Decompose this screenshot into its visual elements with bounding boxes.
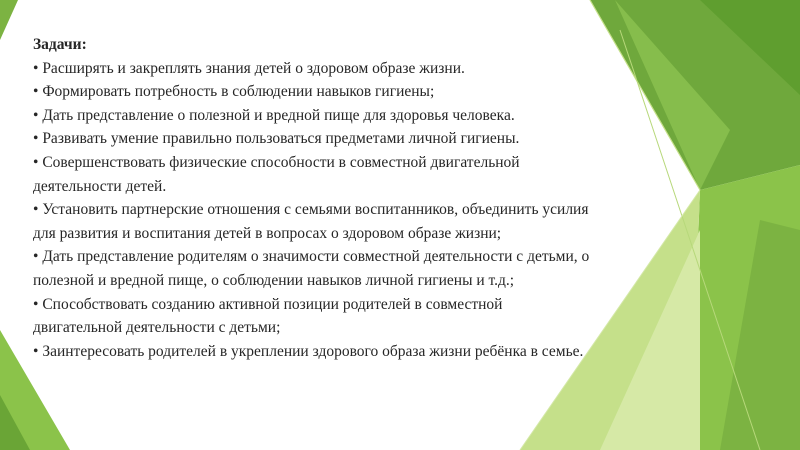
task-text: Дать представление родителям о значимости совместной деятельности с детьми, о полезной и вредной пище, о соблюдении навыков личной гигиены и т.д.; (33, 248, 590, 289)
task-text: Дать представление о полезной и вредной пище для здоровья человека. (42, 106, 515, 124)
task-text: Совершенствовать физические способности в совместной двигательной деятельности детей. (33, 153, 520, 195)
task-item-1 (33, 57, 773, 81)
bullet: • (33, 106, 39, 124)
tasks-text-block (33, 33, 773, 363)
task-item-3 (33, 104, 773, 128)
task-item-2 (33, 80, 773, 104)
task-item-9 (33, 340, 773, 364)
tasks-title: Задачи: (33, 36, 87, 53)
bullet: • (33, 248, 39, 266)
task-text: Способствовать созданию активной позиции родителей в совместной двигательной деятельности с детьми; (33, 295, 503, 337)
left-top-sliver (0, 0, 18, 40)
task-item-5 (33, 151, 773, 198)
task-text: Формировать потребность в соблюдении навыков гигиены; (42, 83, 435, 101)
bullet: • (33, 83, 39, 101)
task-item-7 (33, 245, 773, 292)
bullet: • (33, 201, 39, 219)
task-item-4 (33, 127, 773, 151)
bullet: • (33, 130, 39, 148)
task-text: Заинтересовать родителей в укреплении здорового образа жизни ребёнка в семье. (42, 342, 584, 360)
task-item-6 (33, 198, 773, 245)
bullet: • (33, 153, 39, 171)
task-text: Развивать умение правильно пользоваться предметами личной гигиены. (42, 130, 520, 148)
task-text: Расширять и закреплять знания детей о здоровом образе жизни. (42, 59, 465, 77)
task-text: Установить партнерские отношения с семьями воспитанников, объединить усилия для развития и воспитания детей в вопросах о здоровом образе жизни; (33, 201, 589, 242)
task-item-8 (33, 293, 773, 340)
bullet: • (33, 59, 39, 77)
bullet: • (33, 342, 39, 360)
bullet: • (33, 295, 39, 313)
